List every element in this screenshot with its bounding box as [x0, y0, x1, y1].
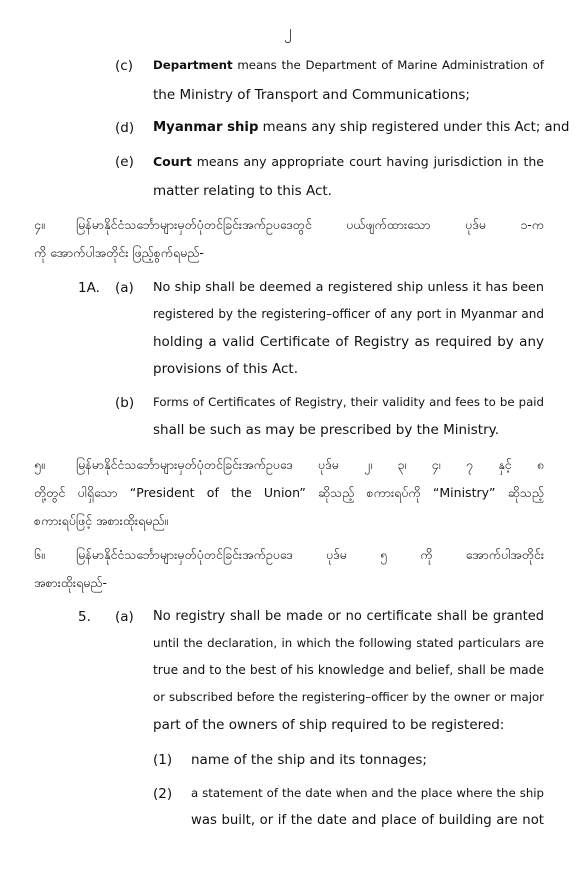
- clause-c-label: (c): [115, 58, 133, 74]
- section-5-line3: စကားရပ်ဖြင့် အစားထိုးရမည်။: [34, 513, 169, 528]
- clause-e-line1: [153, 154, 544, 169]
- item-2-line1: a statement of the date when and the place where the ship: [191, 786, 544, 800]
- page-number: ၂: [284, 22, 292, 40]
- section-4-line1: မြန်မာနိုင်ငံသင်္ဘောများမှတ်ပုံတင်ခြင်းအက်ဥပဒေတွင် ပယ်ဖျက်ထားသော ပုဒ်မ ၁-က: [76, 217, 544, 232]
- section-1a-b-label: (b): [115, 395, 135, 411]
- clause-e-label: (e): [115, 154, 134, 170]
- section-5-a-line2: until the declaration, in which the following stated particulars are: [153, 636, 544, 650]
- section-5-number: ၅။: [34, 457, 45, 472]
- term-court: Court: [153, 154, 192, 169]
- clause-c-line2: the Ministry of Transport and Communications;: [153, 87, 470, 103]
- section-1a-b-line2: shall be such as may be prescribed by the Ministry.: [153, 422, 500, 438]
- section-5-a-line4: or subscribed before the registering–officer by the owner or major: [153, 690, 544, 704]
- clause-d-text: means any ship registered under this Act; and: [262, 120, 570, 135]
- section-1a-a-line3: holding a valid Certificate of Registry as required by any: [153, 334, 544, 350]
- section-1a-b-line1: Forms of Certificates of Registry, their validity and fees to be paid: [153, 395, 544, 409]
- section-5-a-line3: true and to the best of his knowledge and belief, shall be made: [153, 663, 544, 677]
- clause-d-line1: [153, 120, 569, 135]
- item-2-label: (2): [153, 786, 173, 802]
- item-1-label: (1): [153, 752, 173, 768]
- clause-d-label: (d): [115, 120, 135, 136]
- term-department: Department: [153, 58, 233, 72]
- section-1a-a-line1: No ship shall be deemed a registered ship unless it has been: [153, 280, 544, 295]
- section-5-a-label: (a): [115, 609, 134, 625]
- section-1a-a-label: (a): [115, 280, 134, 296]
- section-5-line2: တို့တွင် ပါရှိသော “President of the Union” ဆိုသည့် စကားရပ်ကို “Ministry” ဆိုသည့်: [34, 485, 544, 500]
- term-myanmar-ship: Myanmar ship: [153, 120, 259, 135]
- section-4-line2: ကို အောက်ပါအတိုင်း ဖြည့်စွက်ရမည်-: [34, 245, 204, 260]
- clause-e-text: means any appropriate court having jurisdiction in the: [196, 154, 544, 169]
- section-6-line1: မြန်မာနိုင်ငံသင်္ဘောများမှတ်ပုံတင်ခြင်းအက်ဥပဒေ ပုဒ်မ ၅ ကို အောက်ပါအတိုင်း: [76, 547, 544, 562]
- section-5-line1: မြန်မာနိုင်ငံသင်္ဘောများမှတ်ပုံတင်ခြင်းအက်ဥပဒေ ပုဒ်မ ၂၊ ၃၊ ၄၊ ၇ နှင့် ၈: [76, 457, 544, 472]
- section-6-line2: အစားထိုးရမည်-: [34, 575, 107, 590]
- section-5-en-number: 5.: [78, 609, 91, 625]
- clause-e-line2: matter relating to this Act.: [153, 183, 332, 199]
- item-1-text: name of the ship and its tonnages;: [191, 752, 427, 768]
- section-4-number: ၄။: [34, 217, 45, 232]
- section-5-a-line1: No registry shall be made or no certificate shall be granted: [153, 609, 544, 624]
- section-5-a-line5: part of the owners of ship required to be registered:: [153, 717, 505, 733]
- section-1a-number: 1A.: [78, 280, 100, 296]
- clause-c-text: means the Department of Marine Administration of: [237, 58, 544, 72]
- item-2-line2: was built, or if the date and place of building are not: [191, 813, 544, 828]
- section-1a-a-line2: registered by the registering–officer of any port in Myanmar and: [153, 307, 544, 321]
- section-6-number: ၆။: [34, 547, 45, 562]
- section-1a-a-line4: provisions of this Act.: [153, 361, 298, 377]
- clause-c-line1: [153, 58, 544, 72]
